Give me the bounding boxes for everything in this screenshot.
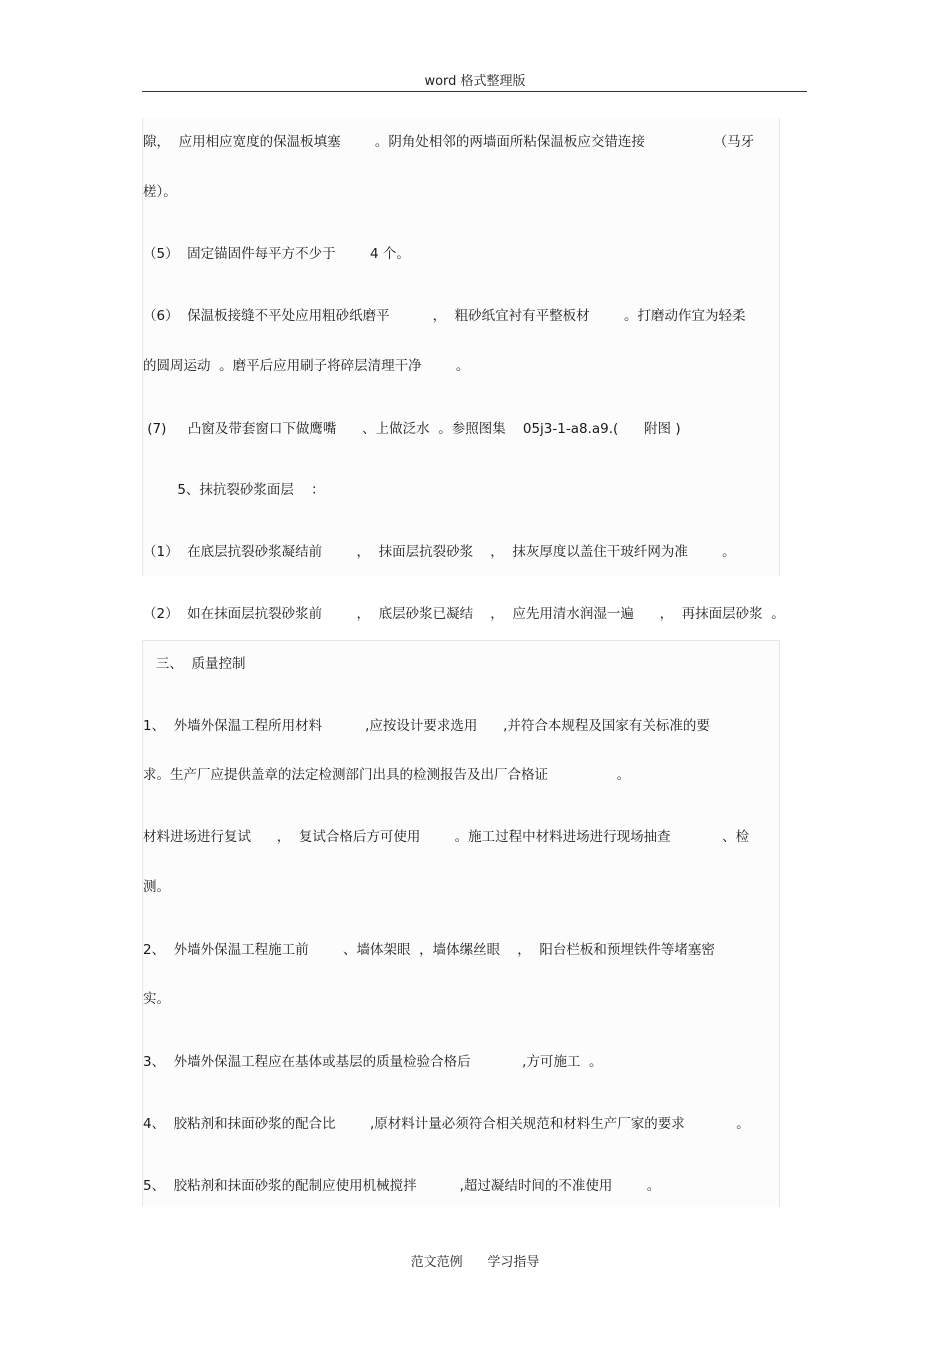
body-line: 3、 外墙外保温工程应在基体或基层的质量检验合格后 ,方可施工 。 bbox=[143, 1054, 603, 1070]
body-line: （5） 固定锚固件每平方不少于 4 个。 bbox=[143, 246, 410, 262]
body-line: 测。 bbox=[143, 879, 170, 895]
page-header-title: word 格式整理版 bbox=[424, 74, 526, 89]
body-line: 材料进场进行复试 ， 复试合格后方可使用 。施工过程中材料进场进行现场抽查 、检 bbox=[143, 829, 750, 845]
content-panel-upper bbox=[142, 118, 780, 576]
section-heading: 三、 质量控制 bbox=[143, 656, 246, 672]
body-line: (7) 凸窗及带套窗口下做鹰嘴 、上做泛水 。参照图集 05j3-1-a8.a9.( 附图 ) bbox=[143, 421, 681, 437]
body-line: 隙， 应用相应宽度的保温板填塞 。阴角处相邻的两墙面所粘保温板应交错连接 （马牙 bbox=[143, 134, 755, 150]
body-line: 槎）。 bbox=[143, 184, 177, 200]
body-line: 的圆周运动 。磨平后应用刷子将碎层清理干净 。 bbox=[143, 358, 470, 374]
body-line: 2、 外墙外保温工程施工前 、墙体架眼 ，墙体缧丝眼 ， 阳台栏板和预埋铁件等堵塞密 bbox=[143, 942, 715, 958]
header-divider bbox=[142, 91, 807, 92]
body-line: 5、 胶粘剂和抹面砂浆的配制应使用机械搅拌 ,超过凝结时间的不准使用 。 bbox=[143, 1178, 661, 1194]
body-line: 1、 外墙外保温工程所用材料 ,应按设计要求选用 ,并符合本规程及国家有关标准的要 bbox=[143, 718, 710, 734]
body-line: 求。生产厂应提供盖章的法定检测部门出具的检测报告及出厂合格证 。 bbox=[143, 767, 631, 783]
body-line: （6） 保温板接缝不平处应用粗砂纸磨平 ， 粗砂纸宜衬有平整板材 。打磨动作宜为轻柔 bbox=[143, 308, 746, 324]
body-line: 4、 胶粘剂和抹面砂浆的配合比 ,原材料计量必须符合相关规范和材料生产厂家的要求 。 bbox=[143, 1116, 750, 1132]
body-line: 实。 bbox=[143, 991, 170, 1007]
body-line: （1） 在底层抗裂砂浆凝结前 ， 抹面层抗裂砂浆 ， 抹灰厚度以盖住干玻纤网为准 。 bbox=[143, 544, 736, 560]
body-line: （2） 如在抹面层抗裂砂浆前 ， 底层砂浆已凝结 ， 应先用清水润湿一遍 ， 再抹面层砂浆 。 bbox=[143, 606, 785, 622]
page-footer: 范文范例 学习指导 bbox=[410, 1255, 540, 1270]
section-heading: 5、抹抗裂砂浆面层 ： bbox=[143, 482, 325, 498]
